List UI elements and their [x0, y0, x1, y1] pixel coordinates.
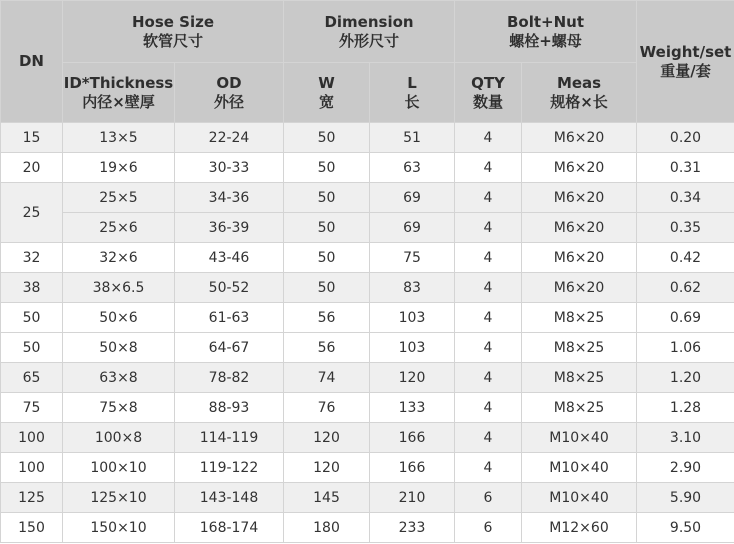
cell-w: 74	[284, 363, 370, 393]
cell-qty: 6	[455, 483, 522, 513]
header-dimension-zh: 外形尺寸	[339, 31, 400, 50]
cell-meas: M6×20	[522, 273, 637, 303]
cell-qty: 6	[455, 513, 522, 543]
cell-weight: 1.28	[637, 393, 734, 423]
cell-dn: 100	[1, 423, 63, 453]
cell-meas: M6×20	[522, 243, 637, 273]
cell-dn: 65	[1, 363, 63, 393]
cell-w: 50	[284, 183, 370, 213]
header-w-en: W	[318, 73, 335, 92]
header-qty	[455, 63, 522, 123]
table-row	[1, 153, 734, 183]
header-weight-zh: 重量/套	[660, 61, 711, 80]
cell-meas: M6×20	[522, 213, 637, 243]
header-hose-size-zh: 软管尺寸	[142, 31, 203, 50]
cell-id-thickness: 25×6	[63, 213, 175, 243]
header-qty-en: QTY	[471, 73, 505, 92]
header-od-en: OD	[216, 73, 242, 92]
header-id-thickness	[63, 63, 175, 123]
cell-w: 50	[284, 273, 370, 303]
cell-dn: 150	[1, 513, 63, 543]
cell-qty: 4	[455, 273, 522, 303]
cell-qty: 4	[455, 423, 522, 453]
cell-l: 69	[370, 183, 455, 213]
header-hose-size-en: Hose Size	[131, 12, 215, 31]
header-l-en: L	[407, 73, 417, 92]
cell-qty: 4	[455, 213, 522, 243]
table-row	[1, 243, 734, 273]
cell-meas: M10×40	[522, 453, 637, 483]
header-w	[284, 63, 370, 123]
header-weight	[637, 1, 734, 123]
header-id-thickness-en: ID*Thickness	[63, 73, 174, 92]
cell-w: 50	[284, 213, 370, 243]
cell-meas: M8×25	[522, 333, 637, 363]
table-header	[1, 1, 734, 123]
cell-dn: 25	[1, 183, 63, 243]
table-row	[1, 423, 734, 453]
cell-od: 114-119	[175, 423, 284, 453]
cell-l: 133	[370, 393, 455, 423]
cell-weight: 0.42	[637, 243, 734, 273]
cell-dn: 38	[1, 273, 63, 303]
cell-weight: 1.20	[637, 363, 734, 393]
cell-meas: M6×20	[522, 123, 637, 153]
cell-dn: 32	[1, 243, 63, 273]
cell-meas: M6×20	[522, 183, 637, 213]
table-row	[1, 513, 734, 543]
cell-w: 145	[284, 483, 370, 513]
cell-w: 180	[284, 513, 370, 543]
header-dimension-en: Dimension	[324, 12, 414, 31]
table-row	[1, 303, 734, 333]
cell-weight: 0.31	[637, 153, 734, 183]
table-row	[1, 183, 734, 213]
cell-w: 50	[284, 123, 370, 153]
table-body	[1, 123, 734, 543]
table-row	[1, 213, 734, 243]
cell-l: 166	[370, 453, 455, 483]
cell-weight: 0.62	[637, 273, 734, 303]
cell-qty: 4	[455, 333, 522, 363]
cell-w: 120	[284, 423, 370, 453]
cell-dn: 15	[1, 123, 63, 153]
cell-qty: 4	[455, 183, 522, 213]
cell-id-thickness: 63×8	[63, 363, 175, 393]
cell-od: 119-122	[175, 453, 284, 483]
cell-l: 103	[370, 333, 455, 363]
cell-od: 78-82	[175, 363, 284, 393]
cell-dn: 50	[1, 303, 63, 333]
cell-l: 83	[370, 273, 455, 303]
cell-weight: 5.90	[637, 483, 734, 513]
cell-id-thickness: 75×8	[63, 393, 175, 423]
cell-meas: M8×25	[522, 393, 637, 423]
cell-weight: 0.69	[637, 303, 734, 333]
header-dn-label: DN	[18, 52, 44, 70]
cell-dn: 100	[1, 453, 63, 483]
cell-id-thickness: 32×6	[63, 243, 175, 273]
header-l	[370, 63, 455, 123]
header-bolt-nut-zh: 螺栓+螺母	[509, 31, 582, 50]
cell-l: 166	[370, 423, 455, 453]
cell-qty: 4	[455, 393, 522, 423]
cell-meas: M8×25	[522, 303, 637, 333]
cell-od: 30-33	[175, 153, 284, 183]
cell-l: 210	[370, 483, 455, 513]
cell-qty: 4	[455, 453, 522, 483]
cell-od: 22-24	[175, 123, 284, 153]
cell-id-thickness: 50×6	[63, 303, 175, 333]
cell-od: 143-148	[175, 483, 284, 513]
header-l-zh: 长	[404, 92, 420, 111]
cell-w: 50	[284, 153, 370, 183]
cell-l: 51	[370, 123, 455, 153]
cell-id-thickness: 100×8	[63, 423, 175, 453]
cell-od: 64-67	[175, 333, 284, 363]
cell-id-thickness: 13×5	[63, 123, 175, 153]
cell-weight: 9.50	[637, 513, 734, 543]
cell-qty: 4	[455, 123, 522, 153]
cell-dn: 20	[1, 153, 63, 183]
cell-meas: M6×20	[522, 153, 637, 183]
table-row	[1, 453, 734, 483]
cell-id-thickness: 150×10	[63, 513, 175, 543]
cell-l: 69	[370, 213, 455, 243]
cell-meas: M12×60	[522, 513, 637, 543]
cell-w: 56	[284, 303, 370, 333]
cell-w: 56	[284, 333, 370, 363]
cell-dn: 50	[1, 333, 63, 363]
cell-weight: 2.90	[637, 453, 734, 483]
cell-id-thickness: 125×10	[63, 483, 175, 513]
cell-l: 233	[370, 513, 455, 543]
cell-weight: 0.35	[637, 213, 734, 243]
cell-w: 120	[284, 453, 370, 483]
cell-id-thickness: 100×10	[63, 453, 175, 483]
header-hose-size	[63, 1, 284, 63]
cell-id-thickness: 25×5	[63, 183, 175, 213]
header-meas-en: Meas	[556, 73, 602, 92]
cell-weight: 3.10	[637, 423, 734, 453]
cell-od: 50-52	[175, 273, 284, 303]
cell-od: 61-63	[175, 303, 284, 333]
header-qty-zh: 数量	[473, 92, 504, 111]
header-dn	[1, 1, 63, 123]
cell-meas: M10×40	[522, 423, 637, 453]
header-od	[175, 63, 284, 123]
cell-od: 168-174	[175, 513, 284, 543]
cell-meas: M10×40	[522, 483, 637, 513]
cell-w: 50	[284, 243, 370, 273]
header-od-zh: 外径	[213, 92, 244, 111]
cell-qty: 4	[455, 363, 522, 393]
cell-od: 36-39	[175, 213, 284, 243]
cell-l: 103	[370, 303, 455, 333]
cell-qty: 4	[455, 153, 522, 183]
cell-l: 75	[370, 243, 455, 273]
header-w-zh: 宽	[318, 92, 334, 111]
cell-weight: 0.34	[637, 183, 734, 213]
cell-id-thickness: 19×6	[63, 153, 175, 183]
header-weight-en: Weight/set	[639, 42, 732, 61]
table-row	[1, 393, 734, 423]
cell-qty: 4	[455, 303, 522, 333]
table-row	[1, 363, 734, 393]
header-bolt-nut	[455, 1, 637, 63]
cell-dn: 75	[1, 393, 63, 423]
cell-qty: 4	[455, 243, 522, 273]
cell-id-thickness: 38×6.5	[63, 273, 175, 303]
cell-weight: 1.06	[637, 333, 734, 363]
cell-od: 88-93	[175, 393, 284, 423]
header-meas	[522, 63, 637, 123]
cell-id-thickness: 50×8	[63, 333, 175, 363]
table-row	[1, 483, 734, 513]
cell-od: 43-46	[175, 243, 284, 273]
cell-l: 120	[370, 363, 455, 393]
header-bolt-nut-en: Bolt+Nut	[507, 12, 585, 31]
table-row	[1, 333, 734, 363]
header-dimension	[284, 1, 455, 63]
cell-meas: M8×25	[522, 363, 637, 393]
table-row	[1, 123, 734, 153]
table-row	[1, 273, 734, 303]
header-meas-zh: 规格×长	[550, 92, 608, 111]
cell-l: 63	[370, 153, 455, 183]
cell-dn: 125	[1, 483, 63, 513]
cell-weight: 0.20	[637, 123, 734, 153]
cell-w: 76	[284, 393, 370, 423]
header-id-thickness-zh: 内径×壁厚	[82, 92, 155, 111]
cell-od: 34-36	[175, 183, 284, 213]
